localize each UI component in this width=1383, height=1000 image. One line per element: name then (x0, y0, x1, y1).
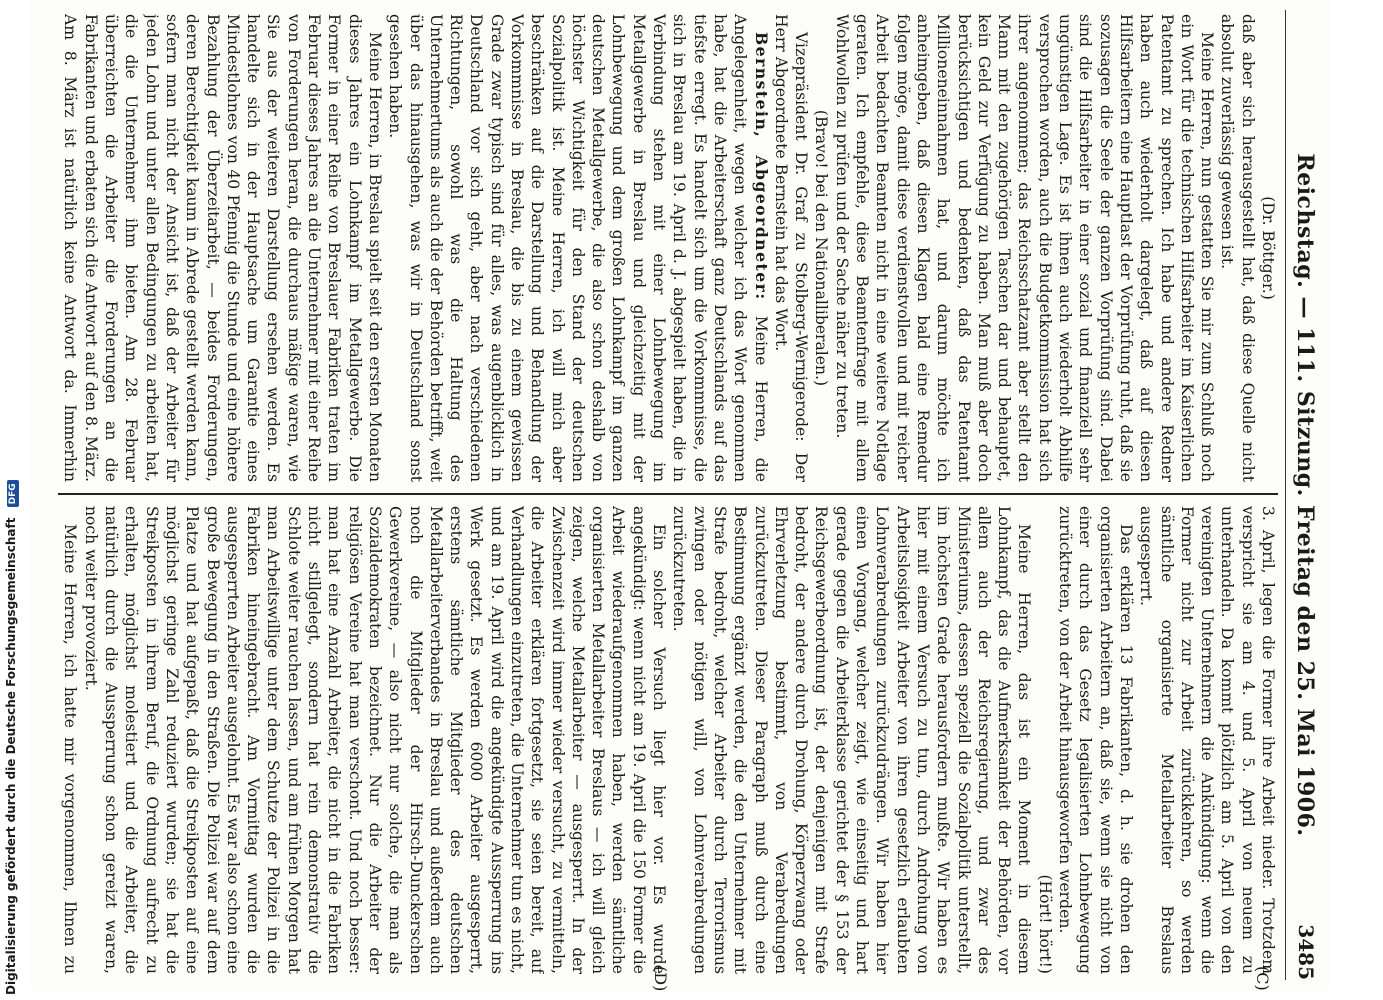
paragraph: Meine Herren, ich hatte mir vorgenommen, Ihnen zu (61, 524, 80, 974)
dfg-logo: DFG (7, 480, 19, 507)
margin-mark-d: (D) (651, 966, 670, 992)
speech-start (385, 14, 771, 482)
paragraph: Meine Herren, nun gestatten Sie mir zum Schluß noch ein Wort für die technischen Hilfsarbeiter im Kaiserlichen Patentamt zu sprechen. Ich habe und andere Redner haben auch wiederholt dargelegt, daß auf diesen Hilfsarbeitern eine Hauptlast der Vorprüfung ruht, daß sie sozusagen die Seele der ganzen Vorprüfung sind. Dabei sind die Hilfsarbeiter in einer sozial und finanziell sehr ungünstigen Lage. Es ist ihnen auch wiederholt Abhilfe versprochen worden, auch die Budgetkommission hat sich ihrer angenommen; das Reichsschatzamt aber stellt den Mann mit den zugehörigen Taschen dar und behauptet, kein Geld zur Verfügung zu haben. Man muß aber doch berücksichtigen und bedenken, daß das Patentamt Millioneneinnahmen hat, und darum möchte ich anheimgeben, daß diesen Klagen bald eine Remedur folgen möge, damit diese verdienstvollen und mit reicher Arbeit bedachten Beamten nicht in eine weitere Notlage geraten. Ich empfehle, diese Beamtenfrage mit allem Wohlwollen zu prüfen und der Sache näher zu treten. (832, 14, 1217, 482)
page-number: 3485 (1294, 924, 1318, 980)
header-rule (1285, 10, 1286, 980)
paragraph: 3. April, legen die Former ihre Arbeit nieder. Trotzdem verspricht sie am 4. und 5. April von neuem zu unterhandeln. Da kommt plötzlich am 5. April von den vereinigten Unternehmern die Ankündigung: wenn die Former nicht zur Arbeit zurückkehren, so werden sämtliche organisierte Metallarbeiter Breslaus ausgesperrt. (1137, 506, 1277, 974)
margin-mark-c: (C) (1253, 966, 1272, 991)
speaker-name: Bernstein, Abgeordneter: (751, 32, 771, 301)
paragraph: Meine Herren, in Breslau spielt seit den ersten Monaten dieses Jahres ein Lohnkampf im Metallgewerbe. Die Former in einer Reihe von Breslauer Fabriken traten im Februar dieses Jahres an die Unternehmer mit einer Reihe von Forderungen heran, die durchaus mäßige waren, wie Sie aus der weiteren Darstellung ersehen werden. Es handelte sich in der Hauptsache um Garantie eines Mindestlohnes von 40 Pfennig die Stunde und eine höhere Bezahlung der Überzeitarbeit, — beides Forderungen, deren Berechtigkeit kaum in Abrede gestellt werden kann, sofern man nicht der Ansicht ist, daß der Arbeiter für jeden Lohn und unter allen Bedingungen zu arbeiten hat, die die Unternehmer ihm bieten. Am 28. Februar überreichten die Arbeiter die Forderungen an die Fabrikanten und erbaten sich die Antwort auf den 8. März. Am 8. März ist natürlich keine Antwort da. Immerhin (61, 14, 384, 482)
president-line: Vizepräsident Dr. Graf zu Stolberg-Wernigerode: Der Herr Abgeordnete Bernstein hat das Wort. (771, 14, 811, 482)
right-column (58, 506, 1278, 974)
paragraph: Meine Herren, das ist ein Moment in diesem Lohnkampf, das die Aufmerksamkeit der Behörden, vor allem auch der Reichsregierung, und zwar des Ministeriums, dessen speziell die Sozialpolitik unterstellt, im höchsten Grade herausfordern mußte. Wir haben es hier mit einem Versuch zu tun, durch Androhung von Arbeitslosigkeit Arbeiter von ihren gesetzlich erlaubten Lohnverabredungen zurückzudrängen. Wir haben hier einen Vorgang, welcher zeigt, wie einseitig und hart gerade gegen die Arbeiterklasse gerichtet der § 153 der Reichsgewerbeordnung ist, der denjenigen mit Strafe bedroht, der andere durch Drohung, Körperzwang oder Ehrverletzung bestimmt, von Verabredungen zurückzutreten. Dieser Paragraph muß durch eine Bestimmung ergänzt werden, die den Unternehmer mit Strafe bedroht, welcher Arbeiter durch Terrorismus zwingen oder nötigen will, von Lohnverabredungen zurückzutreten. (670, 506, 1034, 974)
paragraph: daß aber sich herausgestellt hat, daß diese Quelle nicht absolut zuverlässig gewesen ist. (1218, 14, 1257, 482)
interjection: (Hört! hört!) (1035, 874, 1054, 974)
running-head: Reichstag. — 111. Sitzung. Freitag den 25. Mai 1906. (1292, 153, 1318, 837)
paragraph: Das erklären 13 Fabrikanten, d. h. sie drohen den organisierten Arbeitern an, daß sie, wenn sie nicht von einer durch das Gesetz legalisierten Lohnbewegung zurücktreten, von der Arbeit hinausgeworfen werden. (1056, 506, 1135, 974)
speaker-tag: (Dr. Böttger.) (1259, 196, 1277, 300)
digitization-text: Digitalisierung gefördert durch die Deutsche Forschungsgemeinschaft (4, 517, 18, 995)
column-divider (58, 493, 1278, 495)
page-header (1286, 10, 1326, 980)
paragraph: Ein solcher Versuch liegt hier vor. Es wurde angekündigt: wenn nicht am 19. April die 150 Former die Arbeit wiederaufgenommen haben, werden sämtliche organisierten Metallarbeiter Breslaus — ich will gleich zeigen, welche Metallarbeiter — ausgesperrt. In der Zwischenzeit wird immer wieder versucht, zu vermitteln, die Arbeiter erklären fortgesetzt, sie seien bereit, auf Verhandlungen einzutreten, die Unternehmer tun es nicht, und am 19. April wird die angekündigte Aussperrung ins Werk gesetzt. Es werden 6000 Arbeiter ausgesperrt, erstens sämtliche Mitglieder des deutschen Metallarbeiterverbandes in Breslau und außerdem auch noch die Mitglieder der Hirsch-Dunckerschen Gewerkvereine, — also nicht nur solche, die man als Sozialdemokraten bezeichnet. Nur die Arbeiter der religiösen Vereine hat man verschont. Und noch besser: man hat eine Anzahl Arbeiter, die nicht in die Fabriken nicht stillgelegt, sondern hat rein demonstrativ die Schlote weiter rauchen lassen, und am frühen Morgen hat man Arbeitswillige unter dem Schutze der Polizei in die Fabriken hineingebracht. Am Vormittag wurden die ausgesperrten Arbeiter ausgelohnt. Es war also schon eine große Bewegung in den Straßen. Die Polizei war auf dem Platze und hat aufgepaßt, daß die Streikposten auf eine möglichst geringe Zahl reduziert wurden; sie hat die Streikposten in ihrem Beruf, die Ordnung aufrecht zu erhalten, möglichst molestiert und die Arbeiter, die natürlich durch die Aussperrung schon gereizt waren, noch weiter provoziert. (81, 506, 669, 974)
digitization-note (4, 480, 19, 995)
newspaper-page (30, 0, 1330, 990)
paragraph: Meine Herren, die Angelegenheit, wegen welcher ich das Wort genommen habe, hat die Arbeiterschaft ganz Deutschlands auf das tiefste erregt. Es handelt sich um die Vorkommnisse, die sich in Breslau am 19. April d. J. abgespielt haben, die in Verbindung stehen mit einer Lohnbewegung im Metallgewerbe in Breslau und gleichzeitig mit der Lohnbewegung und dem großen Lohnkampf im ganzen deutschen Metallgewerbe, die also schon deshalb von höchster Wichtigkeit für den Stand der deutschen Sozialpolitik ist. Meine Herren, ich will mich aber beschränken auf die Darstellung und Behandlung der Vorkommnisse in Breslau, die bis zu einem gewissen Grade zwar typisch sind für alles, was augenblicklich in Deutschland vor sich geht, aber nach verschiedenen Richtungen, sowohl was die Haltung des Unternehmertums als auch die der Behörden betrifft, weit über das hinausgehen, was wir in Deutschland sonst gesehen haben. (386, 14, 770, 482)
left-column (58, 14, 1278, 482)
applause-note: (Bravo! bei den Nationalliberalen.) (812, 109, 831, 387)
